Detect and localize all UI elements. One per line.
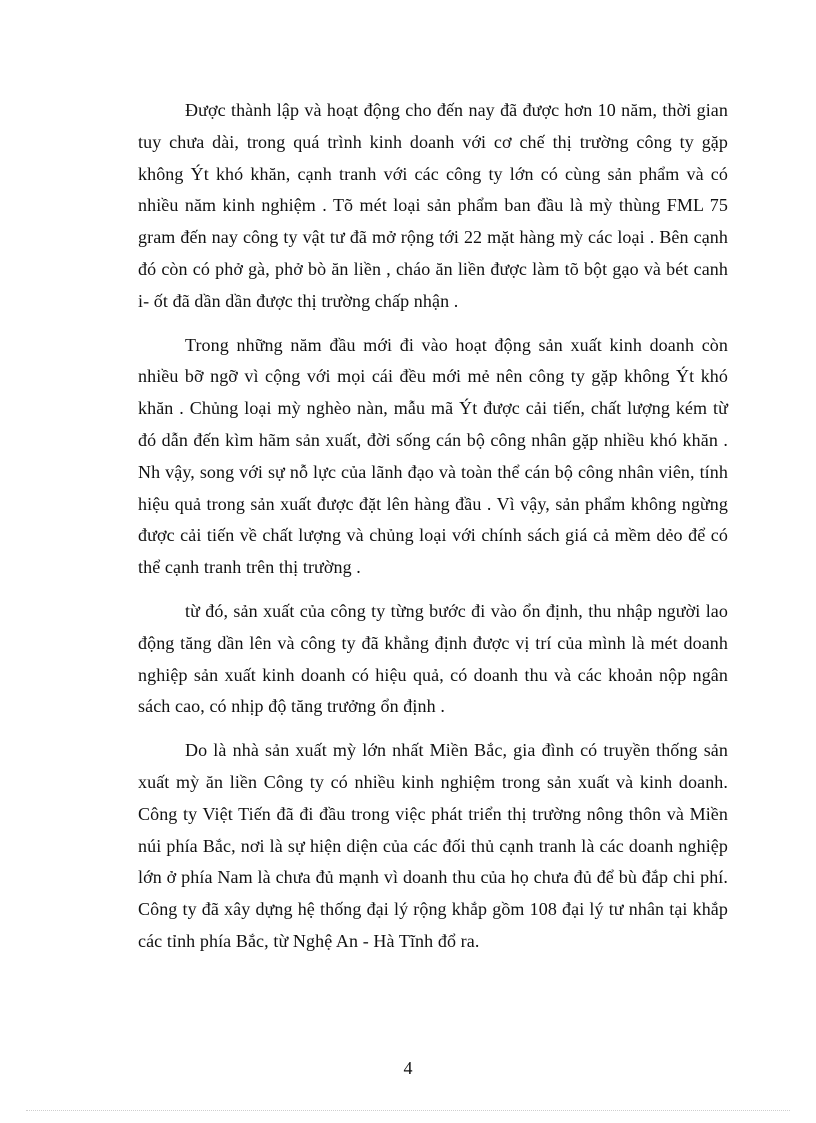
paragraph-3: từ đó, sản xuất của công ty từng bước đi vào ổn định, thu nhập người lao động tăng dần lên và công ty đã khẳng định được vị trí của mình là mét doanh nghiệp sản xuất kinh doanh có hiệu quả, có doanh thu và các khoản nộp ngân sách cao, có nhịp độ tăng trưởng ổn định . [138,600,728,717]
page-bottom-divider [26,1110,790,1111]
document-body [138,95,728,970]
page-number: 4 [403,1058,413,1078]
paragraph-4: Do là nhà sản xuất mỳ lớn nhất Miền Bắc, gia đình có truyền thống sản xuất mỳ ăn liền Công ty có nhiều kinh nghiệm trong sản xuất và kinh doanh. Công ty Việt Tiến đã đi đầu trong việc phát triển thị trường nông thôn và Miền núi phía Bắc, nơi là sự hiện diện của các đối thủ cạnh tranh là các doanh nghiệp lớn ở phía Nam là chưa đủ mạnh vì doanh thu của họ chưa đủ để bù đắp chi phí. Công ty đã xây dựng hệ thống đại lý rộng khắp gồm 108 đại lý tư nhân tại khắp các tỉnh phía Bắc, từ Nghệ An - Hà Tĩnh đổ ra. [138,740,728,951]
paragraph-1: Được thành lập và hoạt động cho đến nay đã được hơn 10 năm, thời gian tuy chưa dài, trong quá trình kinh doanh với cơ chế thị trường công ty gặp không Ýt khó khăn, cạnh tranh với các công ty lớn có cùng sản phẩm và có nhiều năm kinh nghiệm . Tõ mét loại sản phẩm ban đầu là mỳ thùng FML 75 gram đến nay công ty vật tư đã mở rộng tới 22 mặt hàng mỳ các loại . Bên cạnh đó còn có phở gà, phở bò ăn liền , cháo ăn liền được làm tõ bột gạo và bét canh i- ốt đã dần dần được thị trường chấp nhận . [138,100,728,311]
paragraph-2: Trong những năm đầu mới đi vào hoạt động sản xuất kinh doanh còn nhiều bỡ ngỡ vì cộng với mọi cái đều mới mẻ nên công ty gặp không Ýt khó khăn . Chủng loại mỳ nghèo nàn, mẫu mã Ýt được cải tiến, chất lượng kém từ đó dẫn đến kìm hãm sản xuất, đời sống cán bộ công nhân gặp nhiều khó khăn . Nh vậy, song với sự nỗ lực của lãnh đạo và toàn thể cán bộ công nhân viên, tính hiệu quả trong sản xuất được đặt lên hàng đầu . Vì vậy, sản phẩm không ngừng được cải tiến về chất lượng và chủng loại với chính sách giá cả mềm dẻo để có thể cạnh tranh trên thị trường . [138,334,728,578]
